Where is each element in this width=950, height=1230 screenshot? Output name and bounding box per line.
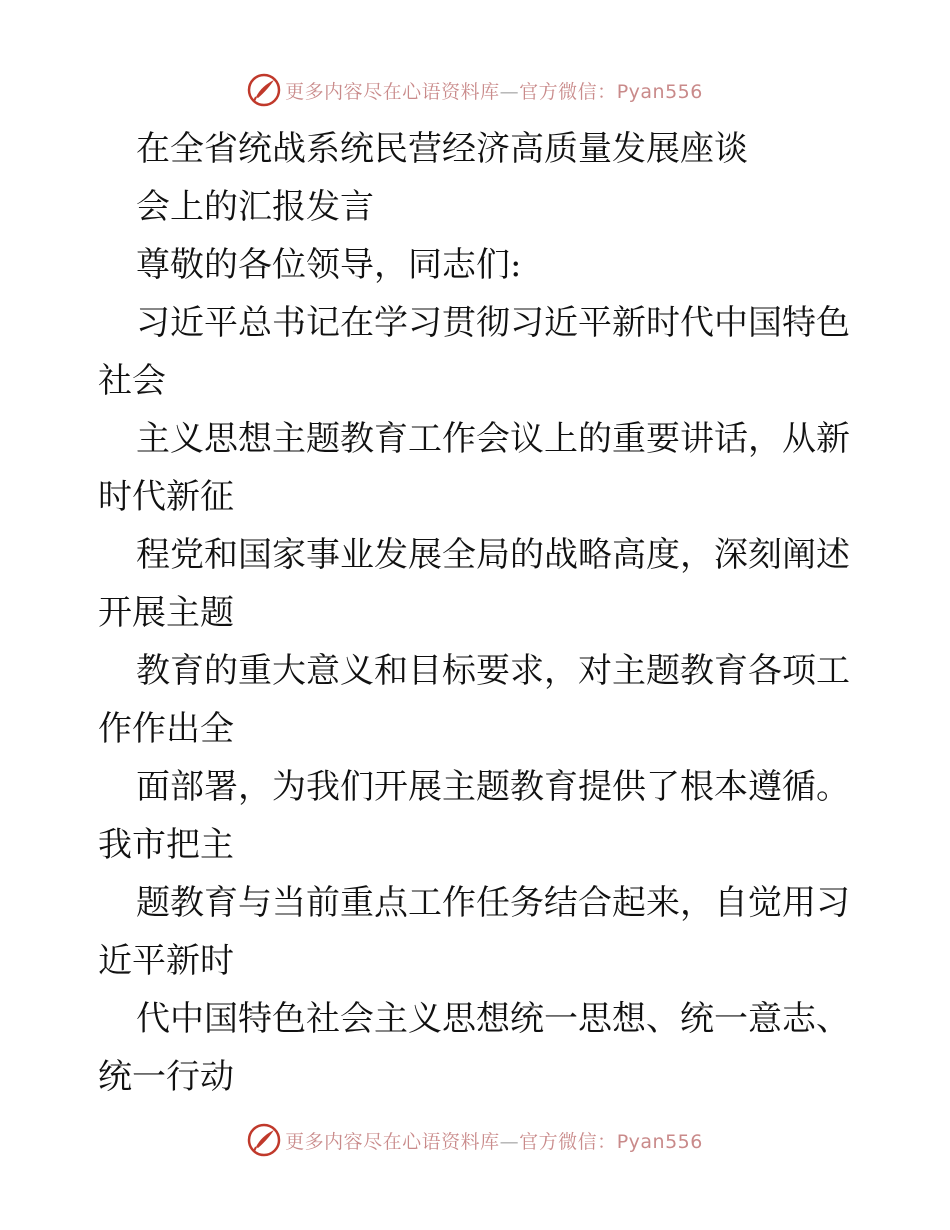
document-body — [98, 120, 858, 1106]
footer-watermark — [0, 1120, 950, 1160]
quill-logo-icon — [247, 73, 281, 107]
doc-line: 面部署，为我们开展主题教育提供了根本遵循。 — [136, 767, 850, 807]
doc-line: 统一行动 — [98, 1057, 234, 1097]
doc-line: 代中国特色社会主义思想统一思想、统一意志、 — [136, 999, 850, 1039]
doc-line: 会上的汇报发言 — [136, 187, 374, 227]
watermark-suffix: 官方微信： — [519, 80, 617, 103]
doc-line: 开展主题 — [98, 593, 234, 633]
watermark-account: Pyan556 — [616, 1130, 703, 1153]
doc-line: 作作出全 — [98, 709, 234, 749]
watermark-text — [285, 77, 703, 104]
doc-line: 习近平总书记在学习贯彻习近平新时代中国特色 — [136, 303, 850, 343]
doc-line: 我市把主 — [98, 825, 234, 865]
doc-line: 教育的重大意义和目标要求，对主题教育各项工 — [136, 651, 850, 691]
quill-logo-icon — [247, 1123, 281, 1157]
watermark-separator: — — [499, 80, 520, 103]
watermark-separator: — — [499, 1130, 520, 1153]
header-watermark — [0, 70, 950, 110]
watermark-prefix: 更多内容尽在心语资料库 — [285, 1130, 500, 1153]
doc-line: 在全省统战系统民营经济高质量发展座谈 — [136, 129, 748, 169]
doc-line: 社会 — [98, 361, 166, 401]
watermark-suffix: 官方微信： — [519, 1130, 617, 1153]
watermark-account: Pyan556 — [616, 80, 703, 103]
watermark-text — [285, 1127, 703, 1154]
doc-line: 近平新时 — [98, 941, 234, 981]
doc-line: 题教育与当前重点工作任务结合起来，自觉用习 — [136, 883, 850, 923]
doc-line: 尊敬的各位领导，同志们: — [136, 245, 522, 285]
doc-line: 时代新征 — [98, 477, 234, 517]
doc-line: 主义思想主题教育工作会议上的重要讲话，从新 — [136, 419, 850, 459]
watermark-prefix: 更多内容尽在心语资料库 — [285, 80, 500, 103]
doc-line: 程党和国家事业发展全局的战略高度，深刻阐述 — [136, 535, 850, 575]
